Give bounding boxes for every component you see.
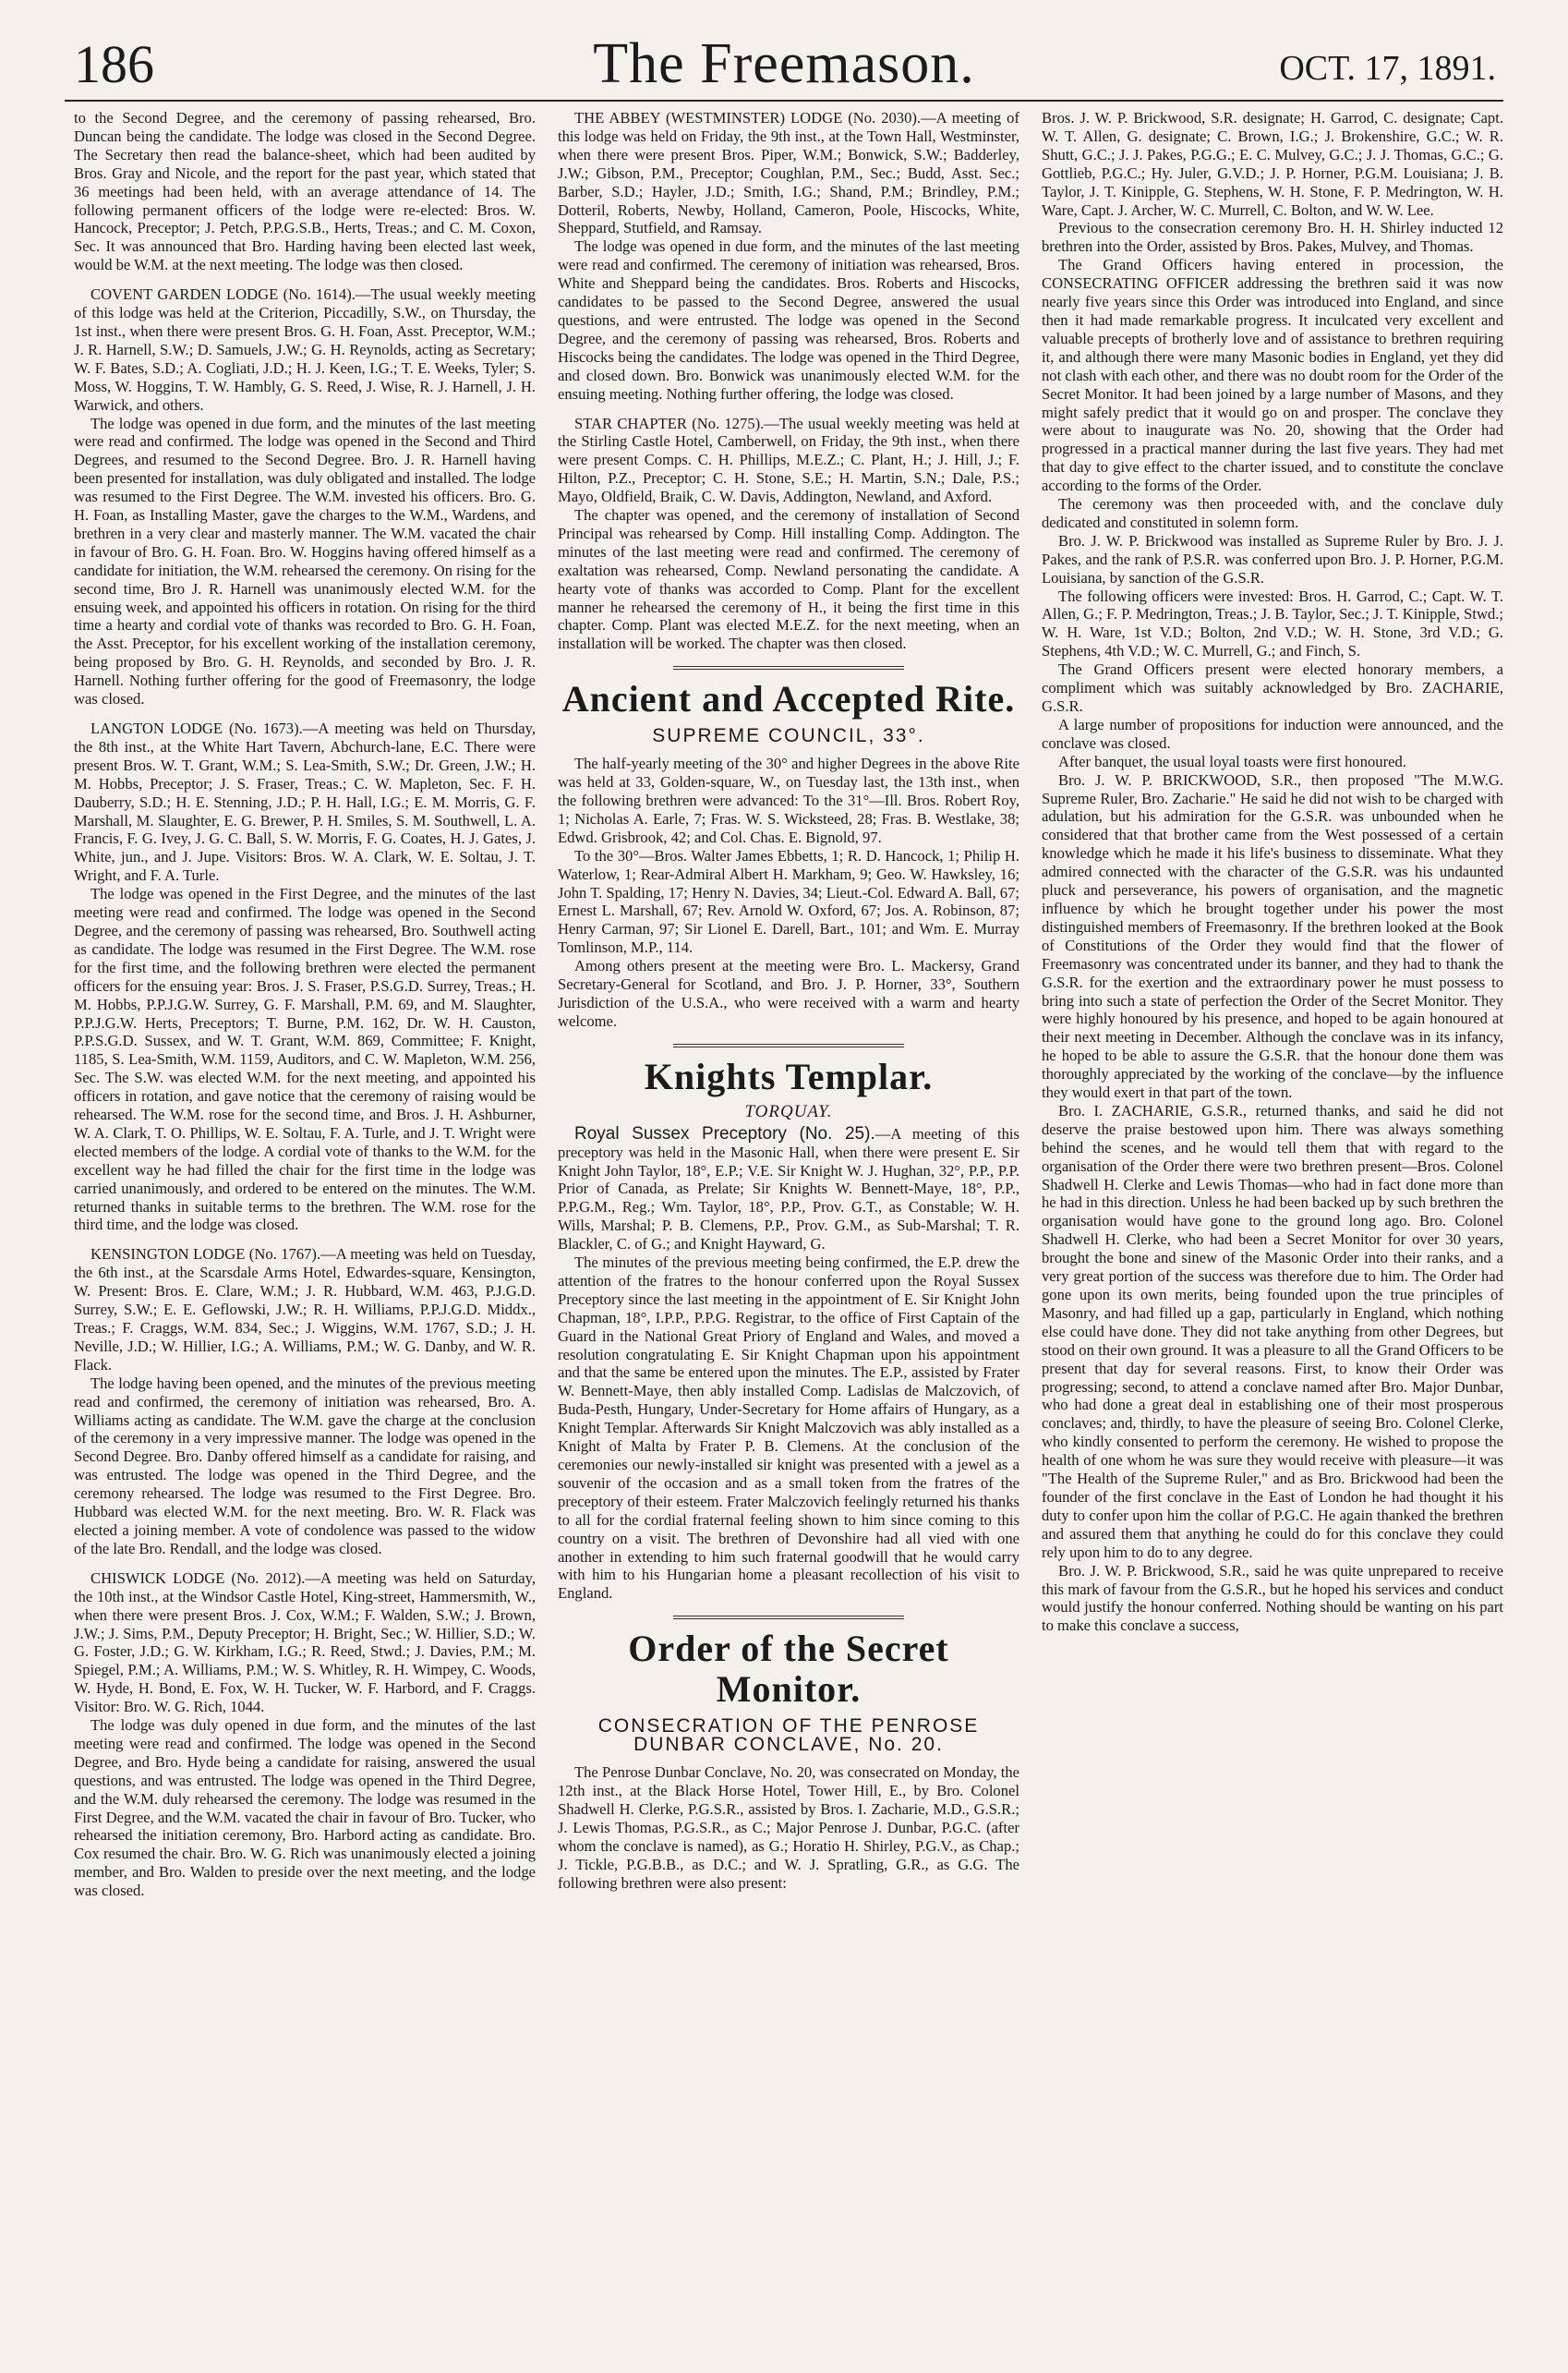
paragraph: The lodge was duly opened in due form, and the minutes of the last meeting were read and confirmed. The lodge was opened in the Second Degree, and Bro. Hyde being a candidate for raising, answered the usual questions, and was entrusted. The lodge was opened in the Third Degree, and the W.M. duly rehearsed the ceremony. The lodge was resumed in the First Degree, and the W.M. vacated the chair in favour of Bro. Tucker, who rehearsed the initiation ceremony, Bro. Harbord acting as candidate. Bro. Cox resumed the chair. Bro. W. G. Rich was unanimously elected a joining member, and Bro. Walden to preside over the next meeting, and the lodge was closed.	[74, 1716, 536, 1900]
newspaper-title: The Freemason.	[593, 32, 975, 95]
paragraph: The Penrose Dunbar Conclave, No. 20, was consecrated on Monday, the 12th inst., at the Black Horse Hotel, Tower Hill, E., by Bro. Colonel Shadwell H. Clerke, P.G.S.R., assisted by Bros. I. Zacharie, M.D., G.S.R.; J. Lewis Thomas, P.G.S.R., as C.; Major Penrose J. Dunbar, P.G.C. (after whom the conclave is named), as G.; Horatio H. Shirley, P.G.V., as Chap.; J. Tickle, P.G.B.B., as D.C.; and W. J. Spratling, G.R., as G.G. The following brethren were also present:	[558, 1763, 1019, 1892]
paragraph-star-chapter: STAR CHAPTER (No. 1275).—The usual weekly meeting was held at the Stirling Castle Hotel, Camberwell, on Friday, the 9th inst., when there were present Comps. C. H. Phillips, M.E.Z.; C. Plant, H.; J. Hill, J.; F. Hilton, P.Z., Preceptor; C. H. Stone, S.E.; H. Martin, S.N.; Dale, P.S.; Mayo, Oldfield, Braik, C. W. Davis, Addington, Newland, and Axford.	[558, 414, 1019, 506]
paragraph-chiswick-lodge: CHISWICK LODGE (No. 2012).—A meeting was held on Saturday, the 10th inst., at the Windsor Castle Hotel, King-street, Hammersmith, W., when there were present Bros. J. Cox, W.M.; F. Walden, S.W.; J. Brown, J.W.; J. Sims, P.M., Deputy Preceptor; H. Bright, Sec.; W. Hillier, S.D.; W. G. Foster, J.D.; G. W. Kirkham, I.G.; R. Reed, Stwd.; J. Davies, P.M.; M. Spiegel, P.M.; A. Williams, P.M.; W. S. Whitley, R. H. Wimpey, C. Woods, W. Hyde, H. Bond, E. Fox, W. H. Tucker, W. F. Harbord, and F. Craggs. Visitor: Bro. W. G. Rich, 1044.	[74, 1568, 536, 1716]
paragraph: The lodge was opened in due form, and the minutes of the last meeting were read and confirmed. The lodge was opened in the Second and Third Degrees, and resumed to the Second Degree. Bro. J. R. Harnell having been presented for installation, was duly obligated and installed. The lodge was resumed to the First Degree. The W.M. invested his officers. Bro. G. H. Foan, as Installing Master, gave the charges to the W.M., Wardens, and brethren in a very clear and masterly manner. The W.M. vacated the chair in favour of Bro. G. H. Foan. Bro. W. Hoggins having offered himself as a candidate for initiation, the W.M. rehearsed the ceremony. On rising for the second time, Bro J. R. Harnell was unanimously elected W.M. for the ensuing week, and appointed his officers in rotation. On rising for the third time a hearty and cordial vote of thanks was recorded to Bro. G. H. Foan, the Asst. Preceptor, for his excellent working of the installation ceremony, being proposed by Bro. G. H. Reynolds, and seconded by Bro. J. R. Harnell. Nothing further offering for the good of Freemasonry, the lodge was closed.	[74, 414, 536, 708]
paragraph-kensington-lodge: KENSINGTON LODGE (No. 1767).—A meeting was held on Tuesday, the 6th inst., at the Scarsdale Arms Hotel, Edwardes-square, Kensington, W. Present: Bros. E. Clare, W.M.; J. R. Hubbard, W.M. 463, P.J.G.D. Surrey, S.W.; E. E. Geflowski, J.W.; R. H. Williams, P.P.J.G.D. Middx., Treas.; F. Craggs, W.M. 834, Sec.; J. Wiggins, W.M. 1767, S.D.; J. H. Neville, J.D.; W. Hillier, I.G.; A. Williams, P.M.; W. G. Danby, and W. R. Flack.	[74, 1245, 536, 1374]
sub-heading-supreme-council: SUPREME COUNCIL, 33°.	[652, 725, 925, 747]
paragraph: The half-yearly meeting of the 30° and higher Degrees in the above Rite was held at 33, Golden-square, W., on Tuesday last, the 13th inst., when the following brethren were advanced: To the 31°—Ill. Bros. Robert Roy, 1; Nicholas A. Earle, 7; Fras. W. S. Wicksteed, 28; Fras. B. Westlake, 38; Edwd. Grisbrook, 42; and Col. Chas. E. Bignold, 97.	[558, 755, 1019, 846]
paragraph-royal-sussex	[558, 1125, 1019, 1253]
masthead	[65, 28, 1503, 102]
paragraph: To the 30°—Bros. Walter James Ebbetts, 1; R. D. Hancock, 1; Philip H. Waterlow, 1; Rear-Admiral Albert H. Markham, 9; Geo. W. Hawksley, 16; John T. Spalding, 17; Henry N. Davies, 34; Lieut.-Col. Edward A. Ball, 67; Ernest L. Marshall, 67; Rev. Arnold W. Oxford, 67; Jos. A. Robinson, 87; Henry Carman, 97; Sir Lionel E. Darell, Bart., 101; and Wm. E. Murray Tomlinson, M.P., 114.	[558, 846, 1019, 957]
section-divider	[673, 1616, 904, 1619]
paragraph-langton-lodge: LANGTON LODGE (No. 1673).—A meeting was held on Thursday, the 8th inst., at the White Hart Tavern, Abchurch-lane, E.C. There were present Bros. W. T. Grant, W.M.; S. Lea-Smith, S.W.; Dr. Green, J.W.; H. M. Hobbs, Preceptor; J. S. Fraser, Treas.; C. W. Mapleton, Sec. F. H. Dauberry, S.D.; H. E. Stenning, J.D.; P. H. Hall, I.G.; E. M. Morris, G. F. Marshall, M. Slaughter, E. G. Brewer, P. H. Smiles, S. M. Southwell, L. A. Francis, F. G. Ivey, J. G. C. Ball, S. W. Morris, F. G. Coates, H. J. Gates, J. White, jun., and J. Jupe. Visitors: Bros. W. A. Clark, W. E. Soltau, J. T. Wright, and F. A. Turle.	[74, 720, 536, 885]
page-number: 186	[74, 34, 154, 94]
paragraph-abbey-lodge: THE ABBEY (WESTMINSTER) LODGE (No. 2030).—A meeting of this lodge was held on Friday, the 9th inst., at the Town Hall, Westminster, when there were present Bros. Piper, W.M.; Bonwick, S.W.; Badderley, J.W.; Gibson, P.M., Preceptor; Coughlan, P.M., Sec.; Budd, Asst. Sec.; Barber, S.D.; Hayler, J.D.; Smith, I.G.; Shand, P.M.; Brindley, P.M.; Dotteril, Roberts, Newby, Holland, Cameron, Poole, Hiscocks, White, Sheppard, Stutfield, and Ramsay.	[558, 109, 1019, 237]
section-divider	[673, 666, 904, 670]
paragraph: A large number of propositions for induction were announced, and the conclave was closed.	[1042, 715, 1503, 752]
paragraph: Bro. J. W. P. BRICKWOOD, S.R., then proposed "The M.W.G. Supreme Ruler, Bro. Zacharie." He said he did not wish to be charged with adulation, but his admiration for the G.S.R. was unbounded when he considered that that brother came from the West possessed of a certain knowledge which he made it his life's business to disseminate. What they admired connected with the character of the G.S.R. was his undaunted pluck and perseverance, his powers of organisation, and the magnetic influence by which he brought together under his power the most distinguished members of Freemasonry. If the brethren looked at the Book of Constitutions of the Order they would find that the flower of Freemasonry was concentrated under its banner, and they had to thank the G.S.R. for the exertion and the extraordinary power he must possess to bring into such a state of perfection the Order of the Secret Monitor. They were highly honoured by his presence, and hoped to be again honoured at their next meeting in December. Although the conclave was in its infancy, he hoped to be able to assure the G.S.R. that the honour done them was thoroughly appreciated by the working of the conclave—by the influence they would exert in that part of the town.	[1042, 770, 1503, 1102]
paragraph: The ceremony was then proceeded with, and the conclave duly dedicated and constituted in solemn form.	[1042, 495, 1503, 531]
section-heading-secret-monitor: Order of the Secret Monitor.	[628, 1628, 949, 1711]
paragraph: The following officers were invested: Bros. H. Garrod, C.; Capt. W. T. Allen, G.; F. P. Medrington, Treas.; J. B. Taylor, Sec.; J. T. Kinipple, Stwd.; W. H. Ware, 1st V.D.; Bolton, 2nd V.D.; W. H. Stone, 3rd V.D.; G. Stephens, 4th V.D.; W. C. Murrell, G.; and Finch, S.	[1042, 587, 1503, 660]
sub-heading-consecration: CONSECRATION OF THE PENROSE DUNBAR CONCLAVE, No. 20.	[597, 1715, 980, 1756]
paragraph: The Grand Officers having entered in procession, the CONSECRATING OFFICER addressing the brethren said it was now nearly five years since this Order was introduced into England, and since then it had made remarkable progress. It inculcated very excellent and valuable precepts of brotherly love and of assistance to brethren requiring it, and although there were many Masonic bodies in England, yet they did not clash with each other, and there was no doubt room for the Order of the Secret Monitor. It had been joined by a large number of Masons, and they might safely predict that it would go on and prosper. The conclave they were about to inaugurate was No. 20, showing that the Order had progressed in a practical manner during the last five years. They had met that day to give effect to the charter issued, and to constitute the conclave according to the forms of the Order.	[1042, 256, 1503, 495]
section-heading-knights-templar: Knights Templar.	[644, 1055, 934, 1097]
paragraph: Bros. J. W. P. Brickwood, S.R. designate; H. Garrod, C. designate; Capt. W. T. Allen, G. designate; C. Brown, I.G.; J. Brokenshire, G.C.; W. R. Shutt, G.C.; J. J. Pakes, P.G.G.; E. C. Mulvey, G.C.; J. J. Thomas, G.C.; G. Gottlieb, P.G.C.; Hy. Juler, G.V.D.; J. P. Horner, P.G.M. Louisiana; J. B. Taylor, J. T. Kinipple, G. Stephens, W. H. Stone, F. P. Medrington, W. H. Ware, Capt. J. Archer, W. C. Murrell, C. Bolton, and W. W. Lee.	[1042, 109, 1503, 219]
column-3	[1042, 109, 1503, 2355]
place-heading-torquay: TORQUAY.	[744, 1101, 833, 1121]
paragraph: to the Second Degree, and the ceremony of passing rehearsed, Bro. Duncan being the candidate. The lodge was closed in the Second Degree. The Secretary then read the balance-sheet, which had been audited by Bros. Gray and Nicole, and the report for the past year, which stated that 36 meetings had been held, with an average attendance of 14. The following permanent officers of the lodge were re-elected: Bros. W. Hancock, Preceptor; J. Petch, P.P.G.S.B., Herts, Treas.; and C. M. Coxon, Sec. It was announced that Bro. Harding having been elected last week, would be W.M. at the next meeting. The lodge was then closed.	[74, 109, 536, 274]
paragraph: The chapter was opened, and the ceremony of installation of Second Principal was rehearsed by Comp. Hill installing Comp. Addington. The minutes of the last meeting were read and confirmed. The ceremony of exaltation was rehearsed, Comp. Newland personating the candidate. A hearty vote of thanks was accorded to Comp. Plant for the excellent manner he rehearsed the ceremony of H., it being the first time in this chapter. Comp. Plant was elected M.E.Z. for the next meeting, when an installation will be worked. The chapter was then closed.	[558, 506, 1019, 653]
paragraph: Among others present at the meeting were Bro. L. Mackersy, Grand Secretary-General for Scotland, and Bro. J. P. Horner, 33°, Southern Jurisdiction of the U.S.A., who were received with a warm and hearty welcome.	[558, 957, 1019, 1030]
paragraph: Previous to the consecration ceremony Bro. H. H. Shirley inducted 12 brethren into the Order, assisted by Bros. Pakes, Mulvey, and Thomas.	[1042, 219, 1503, 256]
paragraph: After banquet, the usual loyal toasts were first honoured.	[1058, 752, 1406, 770]
section-heading-ancient-rite: Ancient and Accepted Rite.	[561, 678, 1016, 720]
article-columns	[74, 109, 1503, 2355]
issue-date: OCT. 17, 1891.	[1279, 49, 1496, 88]
paragraph: The lodge having been opened, and the minutes of the previous meeting read and confirmed, the ceremony of initiation was rehearsed, Bro. A. Williams acting as candidate. The W.M. gave the charge at the conclusion of the ceremony in a very impressive manner. The lodge was opened in the Second Degree. Bro. Danby offered himself as a candidate for raising, and was entrusted. The lodge was opened in the Third Degree, and the ceremony rehearsed. The lodge was resumed to the First Degree. Bro. Hubbard was elected W.M. for the next meeting. Bro. W. R. Flack was elected a joining member. A vote of condolence was passed to the widow of the late Bro. Rendall, and the lodge was closed.	[74, 1374, 536, 1557]
section-divider	[673, 1044, 904, 1047]
paragraph: The lodge was opened in due form, and the minutes of the last meeting were read and confirmed. The ceremony of initiation was rehearsed, Bros. White and Sheppard being the candidates. Bros. Roberts and Hiscocks, candidates to be passed to the Second Degree, answered the usual questions, and were entrusted. The lodge was opened in the Second Degree, and the ceremony of passing was rehearsed, Bros. Roberts and Hiscocks being the candidates. The lodge was opened in the Third Degree, and closed down. Bro. Bonwick was unanimously elected W.M. for the ensuing meeting. Nothing further offering, the lodge was closed.	[558, 237, 1019, 403]
lead-text: —A meeting of this preceptory was held in the Masonic Hall, when there were present E. Sir Knight John Taylor, 18°, E.P.; V.E. Sir Knight W. J. Hughan, 32°, P.P., P.P. Prior of Canada, as Prelate; Sir Knights W. Bennett-Maye, 18°, P.P., P.P.G.M., Reg.; Wm. Taylor, 18°, P.P., Prov. G.T., as Constable; W. H. Wills, Marshal; P. B. Clemens, P.P., Prov. G.M., as Sub-Marshal; T. R. Blackler, C. of G.; and Knight Hayward, G.	[558, 1124, 1019, 1253]
paragraph: The Grand Officers present were elected honorary members, a compliment which was suitably acknowledged by Bro. ZACHARIE, G.S.R.	[1042, 660, 1503, 715]
column-2	[558, 109, 1019, 2355]
paragraph: Bro. J. W. P. Brickwood was installed as Supreme Ruler by Bro. J. J. Pakes, and the rank of P.S.R. was conferred upon Bro. J. P. Horner, P.G.M. Louisiana, by sanction of the G.S.R.	[1042, 531, 1503, 587]
paragraph: Bro. I. ZACHARIE, G.S.R., returned thanks, and said he did not deserve the praise bestowed upon him. There was always something behind the scenes, and he would tell them that with regard to the organisation of the Order there were two brethren present—Bros. Colonel Shadwell H. Clerke and Lewis Thomas—who had in fact done more than he had in this direction. Unless he had been backed up by such brethren the organisation would have gone to the ground long ago. Bro. Colonel Shadwell H. Clerke, who had been a Secret Monitor for over 30 years, brought the bone and sinew of the Masonic Order into their ranks, and a very great portion of the success was therefore due to him. The Order had gone upon its own merits, being founded upon the true principles of Masonry, and had filled up a gap, particularly in England, which nothing else could have done. They did not take anything from other Degrees, but stood on their own ground. It was a pleasure to all the Grand Officers to be present that day for several reasons. First, to know their Order was progressing; second, to attend a conclave named after Bro. Major Dunbar, who had done a great deal in establishing one of their most prosperous conclaves; and, thirdly, to have the pleasure of seeing Bro. Colonel Clerke, who kindly consented to perform the ceremony. He wished to propose the health of one whom he was sure they would receive with pleasure—it was "The Health of the Supreme Ruler," and as Bro. Brickwood had been the founder of the first conclave in the East of London he had thought it his duty to confer upon him the collar of P.G.C. He again thanked the brethren and assured them that anything he could do for this conclave they could rely upon him to do to any degree.	[1042, 1101, 1503, 1561]
paragraph: The minutes of the previous meeting being confirmed, the E.P. drew the attention of the fratres to the honour conferred upon the Royal Sussex Preceptory since the last meeting in the appointment of E. Sir Knight John Chapman, 18°, I.P.P., P.P.G. Registrar, to the office of First Captain of the Guard in the National Great Priory of England and Wales, and moved a resolution congratulating E. Sir Knight Chapman upon his appointment and that the same be entered upon the minutes. The E.P., assisted by Frater W. Bennett-Maye, then ably installed Comp. Ladislas de Malczovich, of Buda-Pesth, Hungary, Under-Secretary for Home affairs of Hungary, as a Knight Templar. Afterwards Sir Knight Malczovich was ably installed as a Knight of Malta by Frater P. B. Clemens. At the conclusion of the ceremonies our newly-installed sir knight was presented with a jewel as a souvenir of the occasion and as a small token from the fratres of the preceptory of their esteem. Frater Malczovich feelingly returned his thanks to all for the cordial fraternal feeling shown to him since coming to this country on a visit. The brethren of Devonshire had all vied with one another in extending to him such fraternal goodwill that he would carry with him to his Hungarian home a pleasant recollection of his visit to England.	[558, 1253, 1019, 1603]
paragraph: The lodge was opened in the First Degree, and the minutes of the last meeting were read and confirmed. The lodge was opened in the Second Degree, and the ceremony of passing was rehearsed, Bro. Southwell acting as candidate. The lodge was resumed in the First Degree. The W.M. rose for the first time, and the following brethren were elected the permanent officers for the ensuing year: Bros. J. S. Fraser, P.S.G.D. Surrey, Treas.; H. M. Hobbs, P.P.J.G.W. Surrey, G. F. Marshall, P.M. 69, and M. Slaughter, P.P.J.G.W. Herts, Preceptors; T. Burne, P.M. 162, Dr. W. H. Causton, P.P.S.G.D. Sussex, and W. T. Grant, W.M. 869, Committee; F. Knight, 1185, S. Lea-Smith, W.M. 1159, Auditors, and C. W. Mapleton, W.M. 256, Sec. The S.W. was elected W.M. for the next meeting, and appointed his officers in rotation, and gave notice that the ceremony of raising would be rehearsed. The W.M. rose for the second time, and Bros. J. H. Ashburner, W. A. Clark, T. O. Phillips, W. E. Soltau, F. A. Turle, and J. T. Wright were elected members of the lodge. A cordial vote of thanks to the W.M. for the excellent way he had filled the chair for the first time in the lodge was carried unanimously, and ordered to be entered on the minutes. The W.M. returned thanks in suitable terms to the brethren. The W.M. rose for the third time, and the lodge was closed.	[74, 885, 536, 1234]
column-1	[74, 109, 536, 2355]
lead-title: Royal Sussex Preceptory (No. 25).	[574, 1123, 875, 1144]
paragraph-covent-garden-lodge: COVENT GARDEN LODGE (No. 1614).—The usual weekly meeting of this lodge was held at the Criterion, Piccadilly, S.W., on Thursday, the 1st inst., when there were present Bros. G. H. Foan, Asst. Preceptor, W.M.; J. R. Harnell, S.W.; D. Samuels, J.W.; G. H. Reynolds, acting as Secretary; W. F. Bates, S.D.; A. Cogliati, J.D.; H. J. Keen, I.G.; T. E. Weeks, Tyler; S. Moss, W. Hoggins, T. W. Hambly, G. S. Reed, J. Wise, R. J. Harnell, J. H. Warwick, and others.	[74, 285, 536, 414]
paragraph: Bro. J. W. P. Brickwood, S.R., said he was quite unprepared to receive this mark of favour from the G.S.R., but he hoped his services and conduct would justify the honour conferred. Nothing should be wanting on his part to make this conclave a success,	[1042, 1561, 1503, 1635]
